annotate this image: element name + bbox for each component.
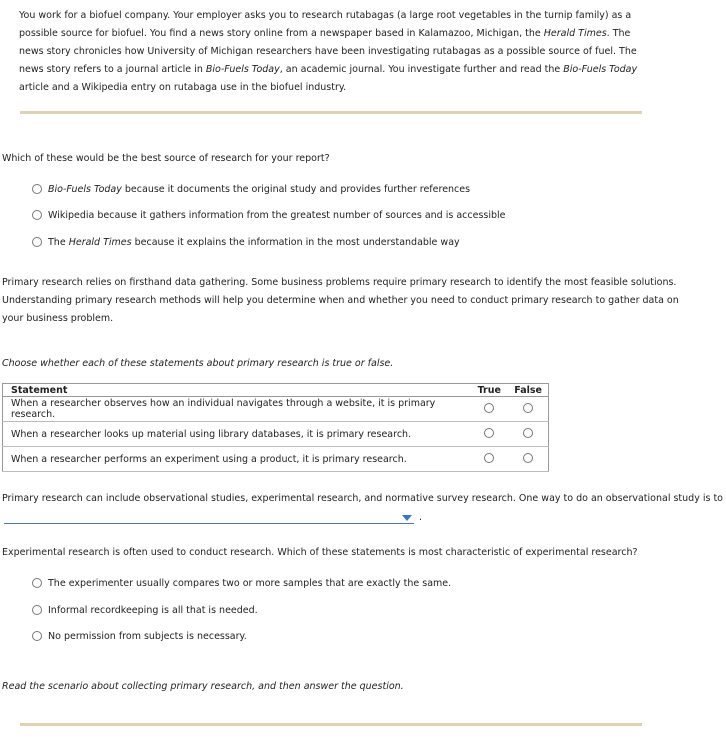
- q1-option-1-em: Bio-Fuels Today: [48, 184, 122, 195]
- section-divider-top: [20, 111, 642, 114]
- true-radio[interactable]: [484, 403, 494, 413]
- radio-button[interactable]: [32, 605, 42, 615]
- false-radio[interactable]: [523, 453, 533, 463]
- true-radio[interactable]: [484, 428, 494, 438]
- false-radio[interactable]: [523, 403, 533, 413]
- q1-option-2-text: Wikipedia because it gathers information from the greatest number of sources and is accessible: [48, 210, 506, 221]
- scenario-paragraph: [19, 7, 641, 97]
- false-header: False: [508, 384, 548, 397]
- q5-prompt: [2, 681, 404, 692]
- q4-option-no-permission[interactable]: [32, 629, 247, 645]
- q1-option-biofuels[interactable]: [32, 182, 470, 198]
- scenario-biofuels-today: Bio-Fuels Today: [205, 64, 280, 75]
- scenario-text-1: You work for a biofuel company. Your employer asks you to research rutabagas (a large root vegetables in the turnip family) as a possible source for biofuel. You find a news story online from a newspaper based in Kalamazoo, Michigan, the: [19, 10, 632, 39]
- q1-option-3-pre: The: [48, 237, 69, 248]
- primary-research-intro: Primary research relies on firsthand data gathering. Some business problems require primary research to identify the most feasible solutions. Understanding primary research methods will help you determine when and whether you need to conduct primary research to gather data on your business problem.: [2, 277, 679, 324]
- q1-option-wikipedia[interactable]: [32, 208, 506, 224]
- q1-option-herald[interactable]: [32, 235, 460, 251]
- true-false-table: [2, 383, 549, 472]
- statement-cell: When a researcher observes how an individual navigates through a website, it is primary research.: [3, 397, 471, 422]
- table-header-row: [3, 384, 549, 397]
- q4-option-same-samples[interactable]: [32, 576, 451, 592]
- radio-button[interactable]: [32, 210, 42, 220]
- observational-study-dropdown[interactable]: [4, 523, 414, 524]
- scenario-biofuels-today-2: Bio-Fuels Today: [563, 64, 638, 75]
- q3-text: Primary research can include observational studies, experimental research, and normative survey research. One way to do an observational study is to: [2, 493, 723, 504]
- q5-prompt-text: Read the scenario about collecting primary research, and then answer the question.: [2, 681, 404, 692]
- q4-option-3-text: No permission from subjects is necessary.: [48, 631, 247, 642]
- statement-cell: When a researcher looks up material using library databases, it is primary research.: [3, 422, 471, 447]
- statement-cell: When a researcher performs an experiment using a product, it is primary research.: [3, 447, 471, 472]
- true-radio[interactable]: [484, 453, 494, 463]
- q3-period: .: [419, 512, 423, 523]
- scenario-text-2: . The news story chronicles how University of Michigan researchers have been investigating rutabagas as a possible source of fuel. The news story refers to a journal article in: [19, 28, 637, 75]
- radio-button[interactable]: [32, 184, 42, 194]
- q4-option-informal-recordkeeping[interactable]: [32, 603, 258, 619]
- radio-button[interactable]: [32, 578, 42, 588]
- section-divider-bottom: [20, 723, 642, 726]
- q2-prompt: [2, 358, 393, 369]
- chevron-down-icon[interactable]: [402, 515, 412, 521]
- scenario-text-3: , an academic journal. You investigate further and read the: [279, 64, 564, 75]
- q2-prompt-text: Choose whether each of these statements about primary research is true or false.: [2, 358, 394, 369]
- q1-option-3-em: Herald Times: [68, 237, 132, 248]
- table-row: [3, 447, 549, 472]
- q4-option-1-text: The experimenter usually compares two or more samples that are exactly the same.: [48, 578, 452, 589]
- scenario-herald-times: Herald Times: [543, 28, 607, 39]
- statement-header: Statement: [3, 384, 471, 397]
- q1-option-1-text: because it documents the original study and provides further references: [121, 184, 471, 195]
- radio-button[interactable]: [32, 237, 42, 247]
- true-header: True: [470, 384, 508, 397]
- q4-prompt: Experimental research is often used to conduct research. Which of these statements is most characteristic of experimental research?: [2, 547, 638, 558]
- q1-option-3-text: because it explains the information in the most understandable way: [131, 237, 460, 248]
- table-row: [3, 397, 549, 422]
- q4-option-2-text: Informal recordkeeping is all that is needed.: [48, 605, 258, 616]
- scenario-text-4: article and a Wikipedia entry on rutabaga use in the biofuel industry.: [19, 82, 347, 93]
- false-radio[interactable]: [523, 428, 533, 438]
- q1-prompt: Which of these would be the best source of research for your report?: [2, 153, 330, 164]
- radio-button[interactable]: [32, 631, 42, 641]
- table-row: [3, 422, 549, 447]
